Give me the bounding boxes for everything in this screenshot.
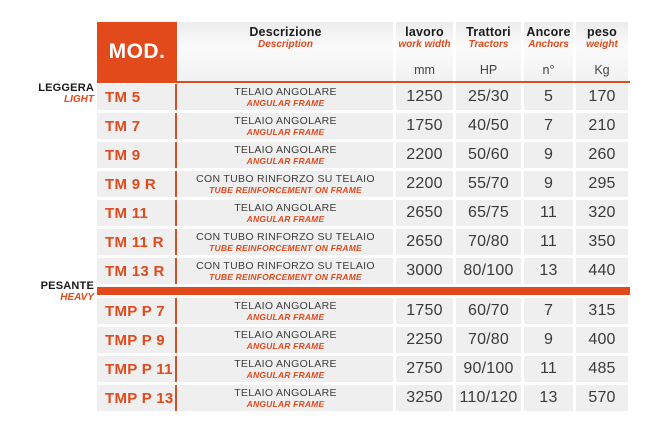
description-text: TELAIO ANGOLARE: [234, 328, 337, 341]
weight-value: 315: [576, 298, 628, 324]
description-translation: ANGULAR FRAME: [246, 398, 325, 409]
description-cell: [178, 200, 393, 226]
tractors-value: 90/100: [456, 356, 521, 382]
description-text: CON TUBO RINFORZO SU TELAIO: [196, 172, 375, 185]
weight-value: 320: [576, 200, 628, 226]
model-cell: [97, 258, 177, 284]
description-text: TELAIO ANGOLARE: [234, 85, 337, 98]
spec-table: [38, 22, 630, 414]
weight-value: 485: [576, 356, 628, 382]
description-translation: ANGULAR FRAME: [246, 369, 325, 380]
work-width-value: 2200: [396, 142, 453, 168]
header-trattori: Trattori Tractors HP: [456, 22, 521, 81]
description-translation: TUBE REINFORCEMENT ON FRAME: [209, 271, 362, 282]
anchors-value: 11: [524, 229, 573, 255]
model-cell: [97, 200, 177, 226]
description-translation: TUBE REINFORCEMENT ON FRAME: [209, 242, 362, 253]
description-cell: [178, 298, 393, 324]
model-cell: [97, 142, 177, 168]
work-width-value: 2250: [396, 327, 453, 353]
tractors-value: 110/120: [456, 385, 521, 411]
description-cell: [178, 113, 393, 139]
table-row: [97, 142, 630, 168]
table-row: [97, 385, 630, 411]
model-cell: [97, 229, 177, 255]
description-text: TELAIO ANGOLARE: [234, 143, 337, 156]
description-cell: [178, 327, 393, 353]
description-text: CON TUBO RINFORZO SU TELAIO: [196, 230, 375, 243]
model-name: TM 7: [105, 117, 141, 135]
description-translation: TUBE REINFORCEMENT ON FRAME: [209, 184, 362, 195]
header-descrizione: Descrizione Description: [178, 22, 393, 81]
section-name: LEGGERA: [38, 82, 94, 94]
model-cell: [97, 171, 177, 197]
header-mod: [97, 22, 177, 81]
tractors-value: 60/70: [456, 298, 521, 324]
weight-value: 210: [576, 113, 628, 139]
anchors-value: 13: [524, 258, 573, 284]
description-cell: [178, 258, 393, 284]
model-name: TM 9 R: [105, 175, 156, 193]
model-name: TM 11 R: [105, 233, 164, 251]
work-width-value: 1250: [396, 84, 453, 110]
work-width-value: 2200: [396, 171, 453, 197]
weight-value: 570: [576, 385, 628, 411]
description-cell: [178, 385, 393, 411]
weight-value: 260: [576, 142, 628, 168]
description-cell: [178, 356, 393, 382]
model-name: TMP P 7: [105, 302, 165, 320]
tractors-value: 70/80: [456, 327, 521, 353]
tractors-value: 25/30: [456, 84, 521, 110]
description-cell: [178, 142, 393, 168]
header-mod-label: MOD.: [108, 39, 166, 63]
model-name: TM 9: [105, 146, 141, 164]
model-cell: [97, 84, 177, 110]
weight-value: 400: [576, 327, 628, 353]
anchors-value: 9: [524, 171, 573, 197]
description-translation: ANGULAR FRAME: [246, 126, 325, 137]
header-ancore: Ancore Anchors n°: [524, 22, 573, 81]
model-cell: [97, 113, 177, 139]
work-width-value: 1750: [396, 113, 453, 139]
weight-value: 440: [576, 258, 628, 284]
description-text: CON TUBO RINFORZO SU TELAIO: [196, 259, 375, 272]
section-label-leggera: [0, 83, 94, 105]
anchors-value: 11: [524, 200, 573, 226]
section-divider-bar: [97, 287, 630, 295]
description-translation: ANGULAR FRAME: [246, 340, 325, 351]
work-width-value: 2750: [396, 356, 453, 382]
work-width-value: 3000: [396, 258, 453, 284]
tractors-value: 50/60: [456, 142, 521, 168]
anchors-value: 7: [524, 113, 573, 139]
description-cell: [178, 84, 393, 110]
model-cell: [97, 327, 177, 353]
weight-value: 350: [576, 229, 628, 255]
table-row: [97, 113, 630, 139]
section-name: PESANTE: [40, 280, 94, 292]
description-cell: [178, 229, 393, 255]
model-cell: [97, 385, 177, 411]
tractors-value: 80/100: [456, 258, 521, 284]
anchors-value: 5: [524, 84, 573, 110]
description-text: TELAIO ANGOLARE: [234, 201, 337, 214]
description-text: TELAIO ANGOLARE: [234, 386, 337, 399]
model-cell: [97, 298, 177, 324]
anchors-value: 11: [524, 356, 573, 382]
table-body: [97, 84, 630, 411]
section-label-pesante: [0, 281, 94, 303]
work-width-value: 2650: [396, 229, 453, 255]
table-row: [97, 171, 630, 197]
table-header: [97, 22, 630, 83]
description-text: TELAIO ANGOLARE: [234, 114, 337, 127]
description-translation: ANGULAR FRAME: [246, 213, 325, 224]
weight-value: 295: [576, 171, 628, 197]
table-row: [97, 84, 630, 110]
table-row: [97, 356, 630, 382]
tractors-value: 70/80: [456, 229, 521, 255]
work-width-value: 3250: [396, 385, 453, 411]
description-translation: ANGULAR FRAME: [246, 97, 325, 108]
model-name: TMP P 9: [105, 331, 165, 349]
model-name: TMP P 11: [105, 360, 173, 378]
tractors-value: 65/75: [456, 200, 521, 226]
model-cell: [97, 356, 177, 382]
table-row: [97, 229, 630, 255]
model-name: TM 11: [105, 204, 149, 222]
model-name: TM 13 R: [105, 262, 165, 280]
model-name: TM 5: [105, 88, 141, 106]
anchors-value: 9: [524, 327, 573, 353]
description-cell: [178, 171, 393, 197]
anchors-value: 9: [524, 142, 573, 168]
work-width-value: 2650: [396, 200, 453, 226]
anchors-value: 7: [524, 298, 573, 324]
header-lavoro: lavoro work width mm: [396, 22, 453, 81]
anchors-value: 13: [524, 385, 573, 411]
description-text: TELAIO ANGOLARE: [234, 299, 337, 312]
header-peso: peso weight Kg: [576, 22, 628, 81]
description-text: TELAIO ANGOLARE: [234, 357, 337, 370]
tractors-value: 55/70: [456, 171, 521, 197]
weight-value: 170: [576, 84, 628, 110]
description-translation: ANGULAR FRAME: [246, 155, 325, 166]
tractors-value: 40/50: [456, 113, 521, 139]
table-row: [97, 200, 630, 226]
model-name: TMP P 13: [105, 389, 174, 407]
section-name-translation: HEAVY: [60, 292, 94, 303]
section-name-translation: LIGHT: [64, 94, 94, 105]
table-row: [97, 258, 630, 284]
table-row: [97, 298, 630, 324]
description-translation: ANGULAR FRAME: [246, 311, 325, 322]
work-width-value: 1750: [396, 298, 453, 324]
table-row: [97, 327, 630, 353]
